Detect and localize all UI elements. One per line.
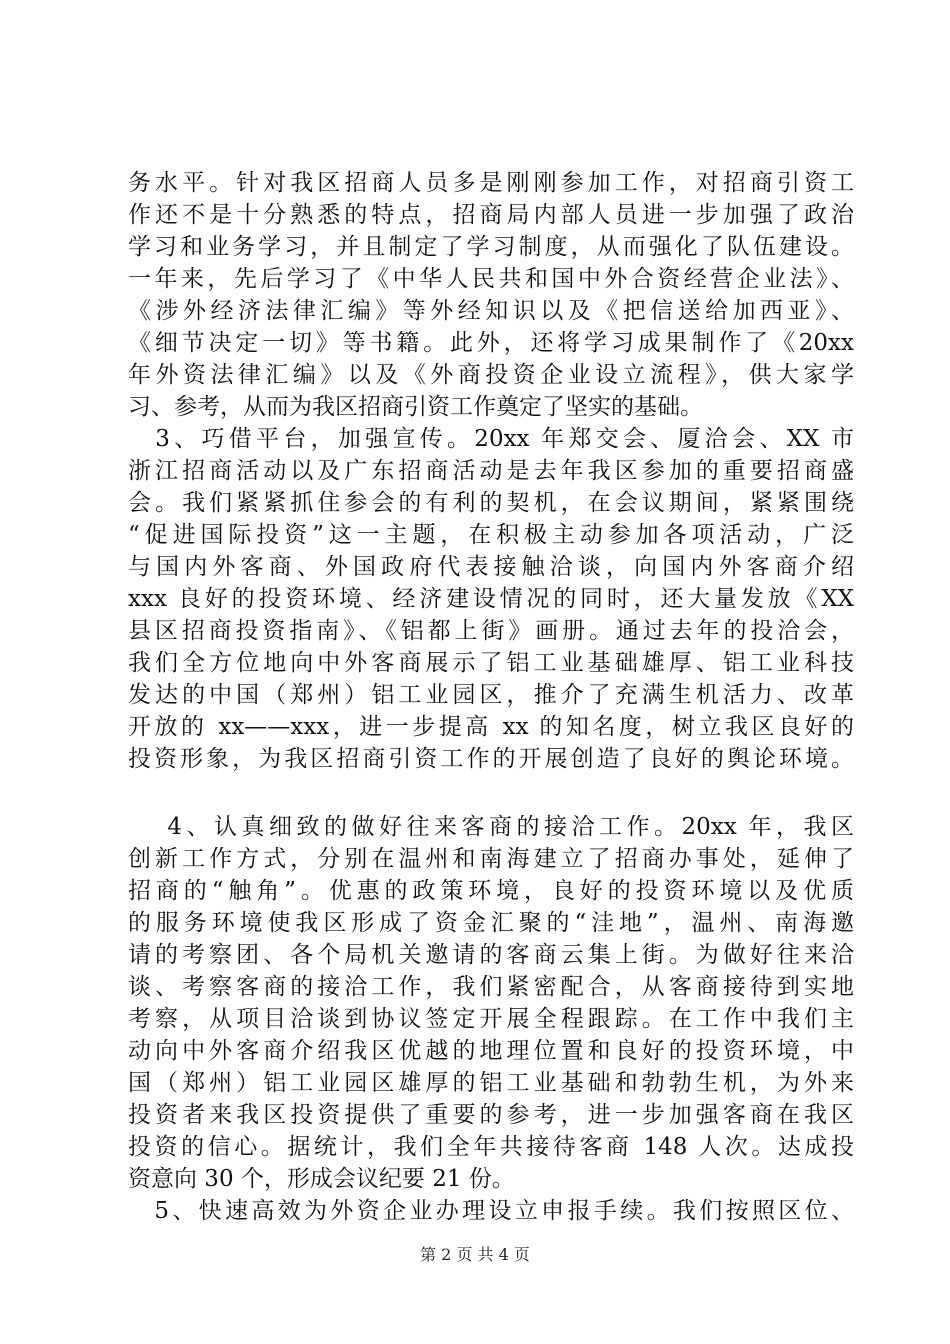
- text-line: 务水平。针对我区招商人员多是刚刚参加工作，对招商引资工: [128, 170, 854, 196]
- text-line: 动向中外客商介绍我区优越的地理位置和良好的投资环境，中: [128, 1038, 854, 1064]
- text-line: 的服务环境使我区形成了资金汇聚的“洼地”，温州、南海邀: [128, 910, 854, 936]
- text-line: “促进国际投资”这一主题，在积极主动参加各项活动，广泛: [128, 522, 854, 548]
- text-line: 《涉外经济法律汇编》等外经知识以及《把信送给加西亚》、: [128, 298, 854, 324]
- text-line: 创新工作方式，分别在温州和南海建立了招商办事处，延伸了: [128, 846, 854, 872]
- text-line: 习、参考，从而为我区招商引资工作奠定了坚实的基础。: [128, 394, 703, 420]
- text-line: 县区招商投资指南》、《铝都上街》画册。通过去年的投洽会，: [128, 618, 854, 644]
- text-line: 年外资法律汇编》以及《外商投资企业设立流程》，供大家学: [128, 362, 854, 388]
- text-line: 请的考察团、各个局机关邀请的客商云集上街。为做好往来洽: [128, 942, 854, 968]
- text-line: 发达的中国（郑州）铝工业园区，推介了充满生机活力、改革: [128, 682, 854, 708]
- text-line: 5、快速高效为外资企业办理设立申报手续。我们按照区位、: [128, 1198, 854, 1224]
- document-body: [128, 167, 854, 1227]
- text-line: 我们全方位地向中外客商展示了铝工业基础雄厚、铝工业科技: [128, 650, 854, 676]
- text-line: 资意向 30 个，形成会议纪要 21 份。: [128, 1166, 515, 1192]
- text-line: 作还不是十分熟悉的特点，招商局内部人员进一步加强了政治: [128, 202, 854, 228]
- text-line: 国（郑州）铝工业园区雄厚的铝工业基础和勃勃生机，为外来: [128, 1070, 854, 1096]
- paragraph-gap: [128, 775, 854, 811]
- text-line: 4、认真细致的做好往来客商的接洽工作。20xx 年，我区: [128, 814, 854, 840]
- text-line: 招商的“触角”。优惠的政策环境，良好的投资环境以及优质: [128, 878, 854, 904]
- text-line: xxx 良好的投资环境、经济建设情况的同时，还大量发放《XX: [128, 586, 854, 612]
- page-footer: 第 2 页 共 4 页: [420, 1245, 530, 1264]
- text-line: 会。我们紧紧抓住参会的有利的契机，在会议期间，紧紧围绕: [128, 490, 854, 516]
- text-line: 投资的信心。据统计，我们全年共接待客商 148 人次。达成投: [128, 1134, 854, 1160]
- text-line: 与国内外客商、外国政府代表接触洽谈，向国内外客商介绍: [128, 554, 854, 580]
- text-line: 《细节决定一切》等书籍。此外，还将学习成果制作了《20xx: [128, 330, 854, 356]
- text-line: 一年来，先后学习了《中华人民共和国中外合资经营企业法》、: [128, 266, 854, 292]
- text-line: 开放的 xx——xxx，进一步提高 xx 的知名度，树立我区良好的: [128, 714, 854, 740]
- text-line: 学习和业务学习，并且制定了学习制度，从而强化了队伍建设。: [128, 234, 854, 260]
- text-line: 考察，从项目洽谈到协议签定开展全程跟踪。在工作中我们主: [128, 1006, 854, 1032]
- text-line: 浙江招商活动以及广东招商活动是去年我区参加的重要招商盛: [128, 458, 854, 484]
- text-line: 谈、考察客商的接洽工作，我们紧密配合，从客商接待到实地: [128, 974, 854, 1000]
- text-line: 投资者来我区投资提供了重要的参考，进一步加强客商在我区: [128, 1102, 854, 1128]
- text-line: 3、巧借平台，加强宣传。20xx 年郑交会、厦洽会、XX 市: [128, 426, 854, 452]
- text-line: 投资形象，为我区招商引资工作的开展创造了良好的舆论环境。: [128, 746, 854, 772]
